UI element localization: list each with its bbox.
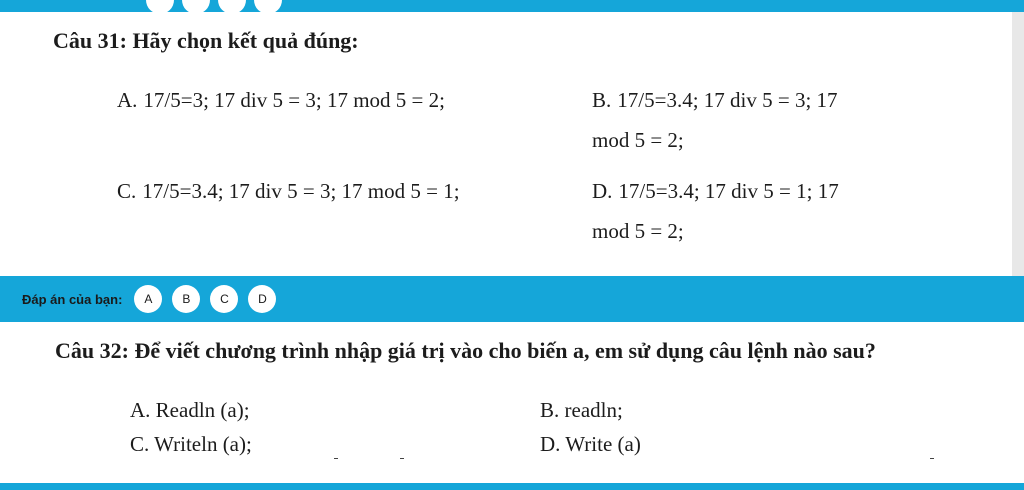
question-31-title: Câu 31: Hãy chọn kết quả đúng: xyxy=(53,28,359,53)
choice-a-button[interactable]: A xyxy=(134,285,162,313)
option-letter: A. xyxy=(117,88,138,112)
answer-label: Đáp án của bạn: xyxy=(22,291,123,307)
option-text-continued: mod 5 = 2; xyxy=(592,128,684,152)
partial-choice-circle xyxy=(254,0,282,14)
bottom-accent-bar xyxy=(0,483,1024,490)
option-text: Write (a) xyxy=(565,432,641,456)
option-letter: D. xyxy=(592,179,613,203)
choice-b-button[interactable]: B xyxy=(172,285,200,313)
option-letter: D. xyxy=(540,432,561,456)
option-text: 17/5=3; 17 div 5 = 3; 17 mod 5 = 2; xyxy=(143,88,445,112)
q32-option-a xyxy=(130,398,250,423)
q31-option-a xyxy=(117,80,445,120)
option-text: 17/5=3.4; 17 div 5 = 3; 17 mod 5 = 1; xyxy=(142,179,460,203)
q32-option-c xyxy=(130,432,252,457)
partial-choice-circle xyxy=(218,0,246,14)
option-text-continued: mod 5 = 2; xyxy=(592,219,684,243)
option-letter: B. xyxy=(540,398,560,422)
option-letter: B. xyxy=(592,88,612,112)
answer-bar xyxy=(0,276,1024,322)
right-edge-shadow xyxy=(1012,12,1024,278)
top-accent-bar xyxy=(0,0,1024,12)
option-letter: A. xyxy=(130,398,151,422)
stray-mark xyxy=(334,458,338,459)
partial-choice-circle xyxy=(146,0,174,14)
q31-option-d xyxy=(592,171,839,251)
option-text: 17/5=3.4; 17 div 5 = 3; 17 xyxy=(617,88,838,112)
option-text: readln; xyxy=(564,398,623,422)
q32-option-d xyxy=(540,432,641,457)
option-text: 17/5=3.4; 17 div 5 = 1; 17 xyxy=(618,179,839,203)
partial-choice-circle xyxy=(182,0,210,14)
option-letter: C. xyxy=(117,179,137,203)
question-32-title xyxy=(55,336,925,365)
option-letter: C. xyxy=(130,432,150,456)
option-text: Writeln (a); xyxy=(154,432,252,456)
q31-option-c xyxy=(117,171,460,211)
q32-option-b xyxy=(540,398,623,423)
question-32-text: Câu 32: Để viết chương trình nhập giá trị vào cho biến a, em sử dụng câu lệnh nào sau? xyxy=(55,338,876,363)
stray-mark xyxy=(400,458,404,459)
choice-c-button[interactable]: C xyxy=(210,285,238,313)
q31-option-b xyxy=(592,80,838,160)
option-text: Readln (a); xyxy=(155,398,250,422)
stray-mark xyxy=(930,458,934,459)
choice-d-button[interactable]: D xyxy=(248,285,276,313)
